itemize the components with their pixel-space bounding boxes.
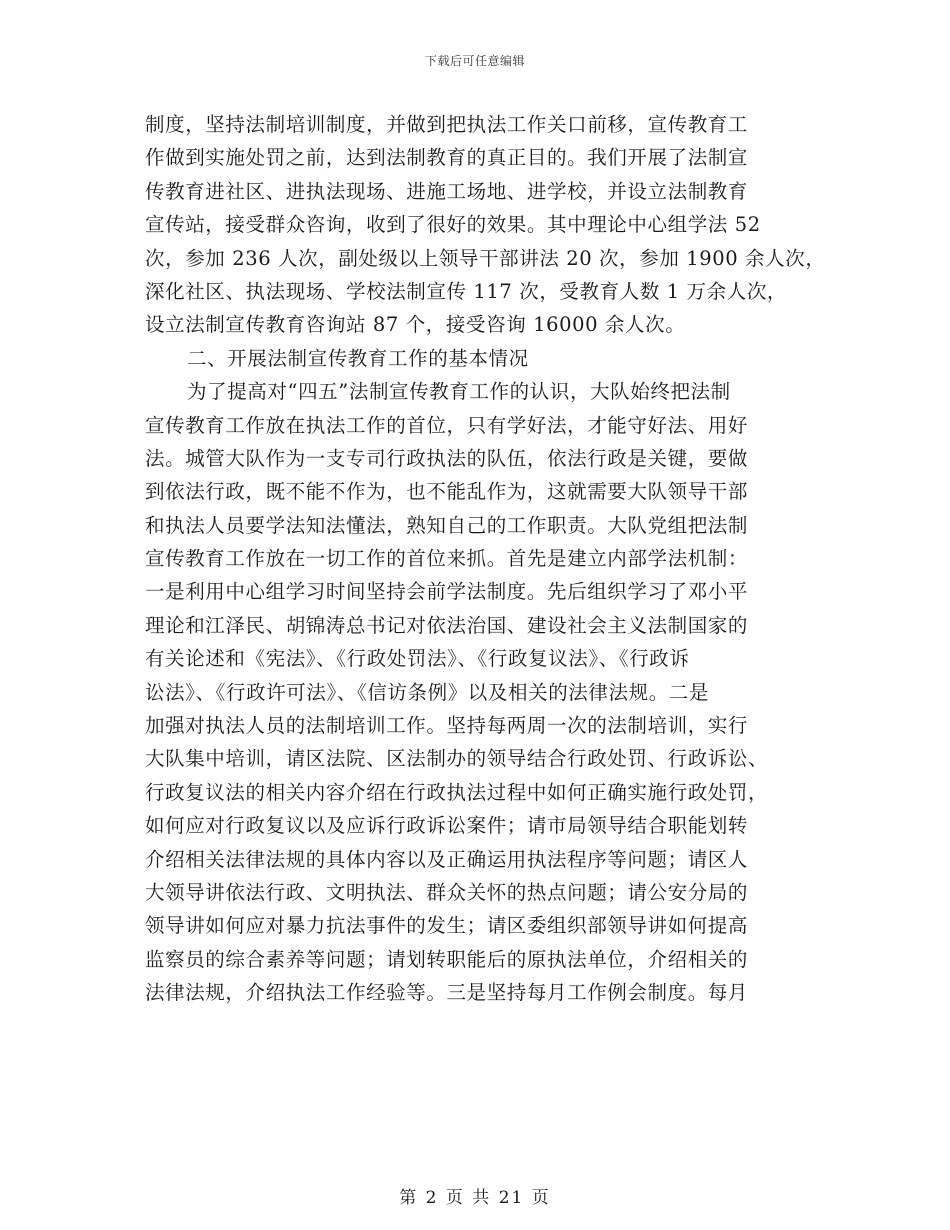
document-body (145, 108, 825, 1010)
text-line: 监察员的综合素养等问题；请划转职能后的原执法单位，介绍相关的 (145, 947, 749, 971)
section-heading: 二、开展法制宣传教育工作的基本情况 (187, 346, 529, 370)
page-number-footer: 第 2 页 共 21 页 (399, 1188, 551, 1208)
text-line: 加强对执法人员的法制培训工作。坚持每两周一次的法制培训，实行 (145, 714, 749, 738)
text-line: 次，参加 236 人次，副处级以上领导干部讲法 20 次，参加 1900 余人次， (145, 246, 826, 270)
text-line: 制度，坚持法制培训制度，并做到把执法工作关口前移，宣传教育工 (145, 113, 749, 136)
text-line: 一是利用中心组学习时间坚持会前学法制度。先后组织学习了邓小平 (145, 580, 749, 604)
text-line: 领导讲如何应对暴力抗法事件的发生；请区委组织部领导讲如何提高 (145, 914, 749, 938)
text-line: 如何应对行政复议以及应诉行政诉讼案件；请市局领导结合职能划转 (145, 814, 749, 838)
text-line: 作做到实施处罚之前，达到法制教育的真正目的。我们开展了法制宣 (145, 146, 749, 170)
text-line: 为了提高对“四五”法制宣传教育工作的认识，大队始终把法制 (187, 380, 731, 404)
text-line: 法律法规，介绍执法工作经验等。三是坚持每月工作例会制度。每月 (145, 981, 749, 1005)
text-line: 法。城管大队作为一支专司行政执法的队伍，依法行政是关键，要做 (145, 446, 749, 470)
text-line: 理论和江泽民、胡锦涛总书记对依法治国、建设社会主义法制国家的 (145, 613, 749, 637)
text-line: 讼法》、《行政许可法》、《信访条例》以及相关的法律法规。二是 (145, 680, 710, 704)
text-line: 宣传站，接受群众咨询，收到了很好的效果。其中理论中心组学法 52 (145, 213, 761, 237)
text-line: 设立法制宣传教育咨询站 87 个，接受咨询 16000 余人次。 (145, 313, 686, 337)
text-line: 介绍相关法律法规的具体内容以及正确运用执法程序等问题；请区人 (145, 847, 749, 871)
text-line: 大队集中培训，请区法院、区法制办的领导结合行政处罚、行政诉讼、 (145, 747, 769, 771)
text-line: 到依法行政，既不能不作为，也不能乱作为，这就需要大队领导干部 (145, 480, 749, 504)
page-header-note: 下载后可任意编辑 (424, 54, 525, 68)
text-line: 宣传教育工作放在执法工作的首位，只有学好法，才能守好法、用好 (145, 413, 749, 437)
text-line: 有关论述和《宪法》、《行政处罚法》、《行政复议法》、《行政诉 (145, 647, 690, 671)
text-line: 传教育进社区、进执法现场、进施工场地、进学校，并设立法制教育 (145, 179, 749, 203)
text-line: 宣传教育工作放在一切工作的首位来抓。首先是建立内部学法机制： (145, 547, 749, 571)
text-line: 行政复议法的相关内容介绍在行政执法过程中如何正确实施行政处罚， (145, 780, 769, 804)
text-line: 大领导讲依法行政、文明执法、群众关怀的热点问题；请公安分局的 (145, 880, 749, 904)
text-line: 和执法人员要学法知法懂法，熟知自己的工作职责。大队党组把法制 (145, 513, 749, 537)
text-line: 深化社区、执法现场、学校法制宣传 117 次，受教育人数 1 万余人次， (145, 279, 788, 303)
